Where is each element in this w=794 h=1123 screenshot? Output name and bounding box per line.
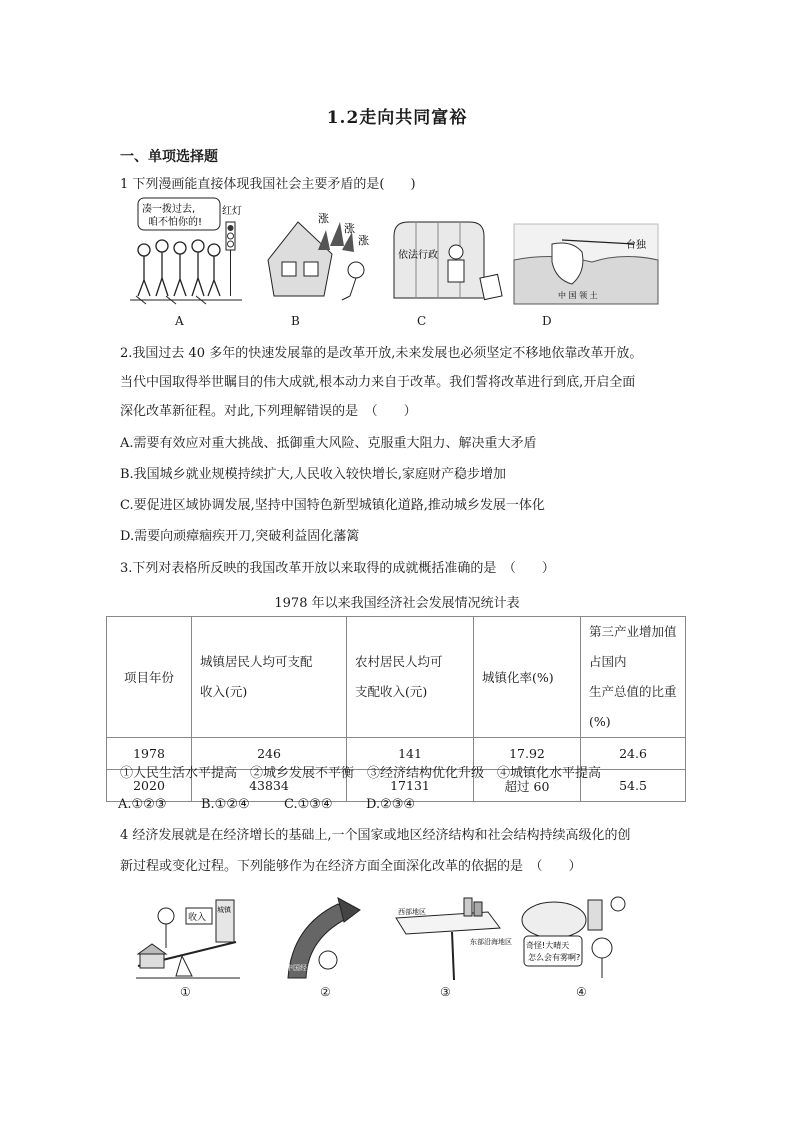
q3-choice-b: B.①②④ — [201, 797, 250, 812]
q1-cartoon-d-text: 中 国 领 土 — [558, 291, 598, 300]
cell-tertiary-share: 24.6 — [581, 738, 686, 770]
q2-option-b: B.我国城乡就业规模持续扩大,人民收入较快增长,家庭财产稳步增加 — [120, 467, 506, 482]
header-cell — [347, 617, 474, 738]
cell-year: 1978 — [107, 738, 192, 770]
q2-option-c: C.要促进区域协调发展,坚持中国特色新型城镇化道路,推动城乡发展一体化 — [120, 498, 545, 513]
section-heading: 一、单项选择题 — [120, 149, 218, 165]
cell-urban-income: 43834 — [192, 770, 347, 802]
q2-stem-line-1: 2.我国过去 40 多年的快速发展靠的是改革开放,未来发展也必须坚定不移地依靠改革开放。 — [120, 346, 643, 361]
cell-urban-income: 246 — [192, 738, 347, 770]
header-line: 支配收入(元) — [355, 684, 428, 699]
header-line: 城镇居民人均可支配 — [200, 654, 313, 669]
q4-cartoon-1-income: 收入 — [188, 913, 207, 923]
q4-figure-label-2: ② — [320, 985, 331, 999]
q1-option-c: C — [417, 314, 427, 328]
header-cell — [581, 617, 686, 738]
q4-figure-label-4: ④ — [576, 985, 587, 999]
cell-rural-income: 141 — [347, 738, 474, 770]
q1-cartoon-b-word: 涨 — [344, 222, 355, 235]
q1-stem: 1 下列漫画能直接体现我国社会主要矛盾的是( ) — [120, 177, 416, 192]
q1-cartoon-d-label: 台独 — [626, 240, 646, 251]
q4-cartoon-1-city: 城镇 — [217, 906, 231, 914]
q3-statements: ①人民生活水平提高 ②城乡发展不平衡 ③经济结构优化升级 ④城镇化水平提高 — [120, 766, 602, 781]
q4-cartoon-4-speech-2: 怎么会有雾啊? — [528, 953, 581, 962]
q4-figure-label-1: ① — [180, 985, 191, 999]
q1-option-d: D — [542, 314, 552, 328]
q4-cartoon-4 — [518, 892, 630, 982]
q2-option-d: D.需要向顽瘴痼疾开刀,突破利益固化藩篱 — [120, 529, 360, 544]
q1-cartoon-b — [258, 210, 378, 302]
q1-cartoon-d — [512, 222, 660, 306]
q1-cartoon-a-light-label: 红灯 — [222, 206, 242, 217]
q2-option-a: A.需要有效应对重大挑战、抵御重大风险、克服重大阻力、解决重大矛盾 — [120, 436, 537, 451]
q4-cartoon-3-east: 东部沿海地区 — [470, 938, 512, 946]
q1-cartoon-a — [126, 196, 246, 306]
cell-tertiary-share: 54.5 — [581, 770, 686, 802]
header-cell: 城镇化率(%) — [474, 617, 581, 738]
q1-cartoon-a-speech-1: 凑一拨过去, — [142, 204, 196, 215]
q4-cartoon-2 — [268, 896, 366, 982]
table-header-row — [107, 617, 686, 738]
q1-option-a: A — [175, 314, 184, 328]
q4-figure-label-3: ③ — [440, 985, 451, 999]
q2-stem-line-2: 当代中国取得举世瞩目的伟大成就,根本动力来自于改革。我们誓将改革进行到底,开启全面 — [120, 375, 636, 390]
header-cell — [192, 617, 347, 738]
q3-choice-d: D.②③④ — [366, 797, 416, 812]
q3-stem: 3.下列对表格所反映的我国改革开放以来取得的成就概括准确的是 （ ） — [120, 561, 555, 576]
cell-rural-income: 17131 — [347, 770, 474, 802]
page-title: 1.2走向共同富裕 — [326, 108, 468, 128]
q4-cartoon-3 — [392, 898, 512, 982]
q1-cartoon-b-word: 涨 — [358, 234, 369, 247]
cell-urbanization-rate: 17.92 — [474, 738, 581, 770]
q4-stem-line-2: 新过程或变化过程。下列能够作为在经济方面全面深化改革的依据的是 （ ） — [120, 859, 582, 874]
q1-cartoon-c — [386, 218, 506, 304]
q4-cartoon-3-west: 西部地区 — [398, 908, 426, 916]
q3-choice-c: C.①③④ — [284, 797, 333, 812]
q1-cartoon-b-word: 涨 — [318, 212, 329, 225]
q4-cartoon-2-economy: 中国经济 — [286, 964, 314, 972]
q4-cartoon-1 — [132, 892, 244, 982]
header-cell: 项目年份 — [107, 617, 192, 738]
q4-cartoon-4-speech-1: 奇怪!大晴天 — [526, 941, 570, 950]
q2-stem-line-3: 深化改革新征程。对此,下列理解错误的是 （ ） — [120, 404, 417, 419]
q3-table-title: 1978 年以来我国经济社会发展情况统计表 — [274, 596, 520, 611]
header-line: 第三产业增加值占国内 — [589, 624, 677, 669]
q1-cartoon-c-text: 依法行政 — [398, 250, 438, 261]
header-line: 农村居民人均可 — [355, 654, 443, 669]
cell-urbanization-rate: 超过 60 — [474, 770, 581, 802]
q4-stem-line-1: 4 经济发展就是在经济增长的基础上,一个国家或地区经济结构和社会结构持续高级化的创 — [120, 828, 631, 843]
header-line: 收入(元) — [200, 684, 248, 699]
q3-choice-a: A.①②③ — [118, 797, 167, 812]
header-line: 生产总值的比重(%) — [589, 684, 677, 729]
cell-year: 2020 — [107, 770, 192, 802]
q1-option-b: B — [291, 314, 300, 328]
q1-cartoon-a-speech-2: 咱不怕你的! — [148, 217, 203, 228]
